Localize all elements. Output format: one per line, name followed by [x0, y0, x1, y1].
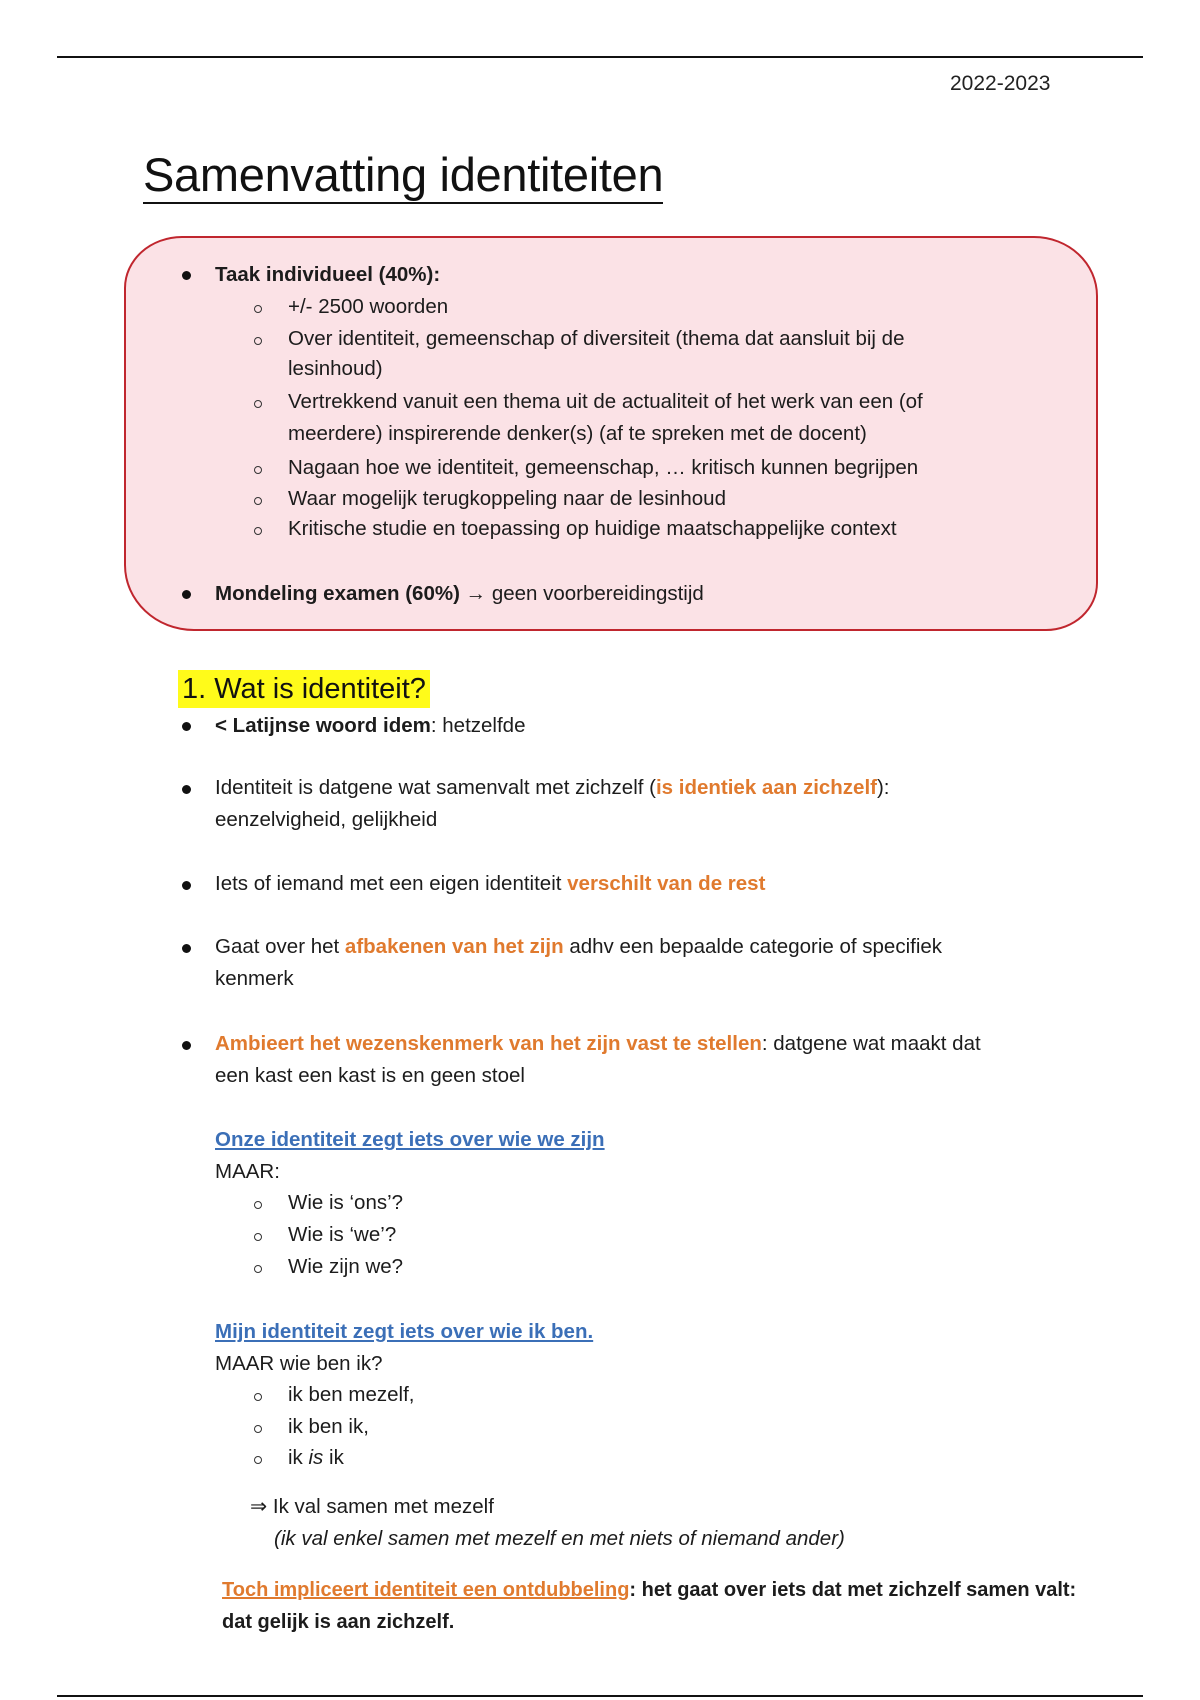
bullet-line [215, 773, 890, 803]
bottom-rule [57, 1695, 1143, 1697]
question-item: Wie is ‘ons’? [288, 1191, 404, 1214]
text: Iets of iemand met een eigen identiteit [215, 872, 568, 895]
text: adhv een bepaalde categorie of specifiek [563, 935, 943, 958]
sub-bullet [254, 337, 262, 345]
sub-bullet [254, 400, 262, 408]
sub-bullet [254, 497, 262, 505]
bullet-line-cont: een kast een kast is en geen stoel [215, 1064, 525, 1087]
task1-item: Vertrekkend vanuit een thema uit de actualiteit of het werk van een (of [288, 390, 923, 413]
highlight-orange: afbakenen van het zijn [344, 935, 564, 958]
task1-item: Waar mogelijk terugkoppeling naar de lesinhoud [288, 487, 726, 510]
sub-bullet [254, 1393, 262, 1401]
text: ik [323, 1446, 344, 1469]
task1-label: Taak individueel (40%): [215, 263, 441, 286]
bullet-line-cont: kenmerk [215, 967, 294, 990]
task1-item: Nagaan hoe we identiteit, gemeenschap, … kritisch kunnen begrijpen [288, 456, 919, 479]
maar-label: MAAR: [215, 1160, 280, 1183]
bullet [182, 785, 191, 794]
highlight-orange: Ambieert het wezenskenmerk van het zijn vast te stellen [215, 1032, 762, 1055]
task1-item: Kritische studie en toepassing op huidige maatschappelijke context [288, 517, 897, 540]
bullet-line [215, 711, 525, 741]
section-heading: 1. Wat is identiteit? [178, 670, 430, 708]
task2-rest: geen voorbereidingstijd [491, 582, 704, 605]
text: ): [876, 776, 890, 799]
answer-item [288, 1443, 344, 1473]
sub-bullet [254, 527, 262, 535]
bullet-line-cont: eenzelvigheid, gelijkheid [215, 808, 438, 831]
task2-label: Mondeling examen (60%) [215, 582, 460, 605]
bullet [182, 722, 191, 731]
arrow-icon: → [465, 582, 487, 605]
task1-item-cont: lesinhoud) [288, 357, 383, 380]
bold-term: < Latijnse woord idem [215, 714, 431, 737]
top-rule [57, 56, 1143, 58]
highlight-orange: verschilt van de rest [567, 872, 766, 895]
term-meaning: : hetzelfde [430, 714, 526, 737]
subsection-title: Onze identiteit zegt iets over wie we zijn [215, 1128, 605, 1151]
bullet-line [215, 1029, 981, 1059]
answer-item: ik ben mezelf, [288, 1383, 415, 1406]
bullet-line [215, 869, 765, 899]
sub-bullet [254, 305, 262, 313]
highlight-orange: is identiek aan zichzelf [655, 776, 877, 799]
sub-bullet [254, 1425, 262, 1433]
highlight-orange: Toch impliceert identiteit een ontdubbeling [222, 1579, 630, 1601]
task1-item-cont: meerdere) inspirerende denker(s) (af te spreken met de docent) [288, 422, 867, 445]
bullet [182, 944, 191, 953]
maar-label: MAAR wie ben ik? [215, 1352, 383, 1375]
bullet [182, 1041, 191, 1050]
bullet [182, 271, 191, 280]
bullet-line [215, 932, 942, 962]
text: ik [288, 1446, 309, 1469]
sub-bullet [254, 1201, 262, 1209]
implication: ⇒ Ik val samen met mezelf [250, 1495, 494, 1518]
sub-bullet [254, 1265, 262, 1273]
italic-text: is [308, 1446, 324, 1469]
question-item: Wie zijn we? [288, 1255, 404, 1278]
sub-bullet [254, 466, 262, 474]
text: : datgene wat maakt dat [761, 1032, 981, 1055]
task2-line [215, 579, 704, 609]
question-item: Wie is ‘we’? [288, 1223, 397, 1246]
bullet [182, 881, 191, 890]
bullet [182, 590, 191, 599]
bold-text: : het gaat over iets dat met zichzelf samen valt: [629, 1579, 1077, 1601]
sub-bullet [254, 1456, 262, 1464]
text: Gaat over het [215, 935, 345, 958]
sub-bullet [254, 1233, 262, 1241]
page-title: Samenvatting identiteiten [143, 148, 663, 204]
final-statement [222, 1575, 1076, 1605]
task1-item: +/- 2500 woorden [288, 295, 449, 318]
answer-item: ik ben ik, [288, 1415, 369, 1438]
task1-item: Over identiteit, gemeenschap of diversiteit (thema dat aansluit bij de [288, 327, 905, 350]
text: Identiteit is datgene wat samenvalt met zichzelf ( [215, 776, 656, 799]
header-year: 2022-2023 [950, 72, 1051, 95]
subsection-title: Mijn identiteit zegt iets over wie ik ben. [215, 1320, 594, 1343]
final-statement-cont: dat gelijk is aan zichzelf. [222, 1611, 455, 1633]
implication-note: (ik val enkel samen met mezelf en met niets of niemand ander) [274, 1527, 845, 1550]
